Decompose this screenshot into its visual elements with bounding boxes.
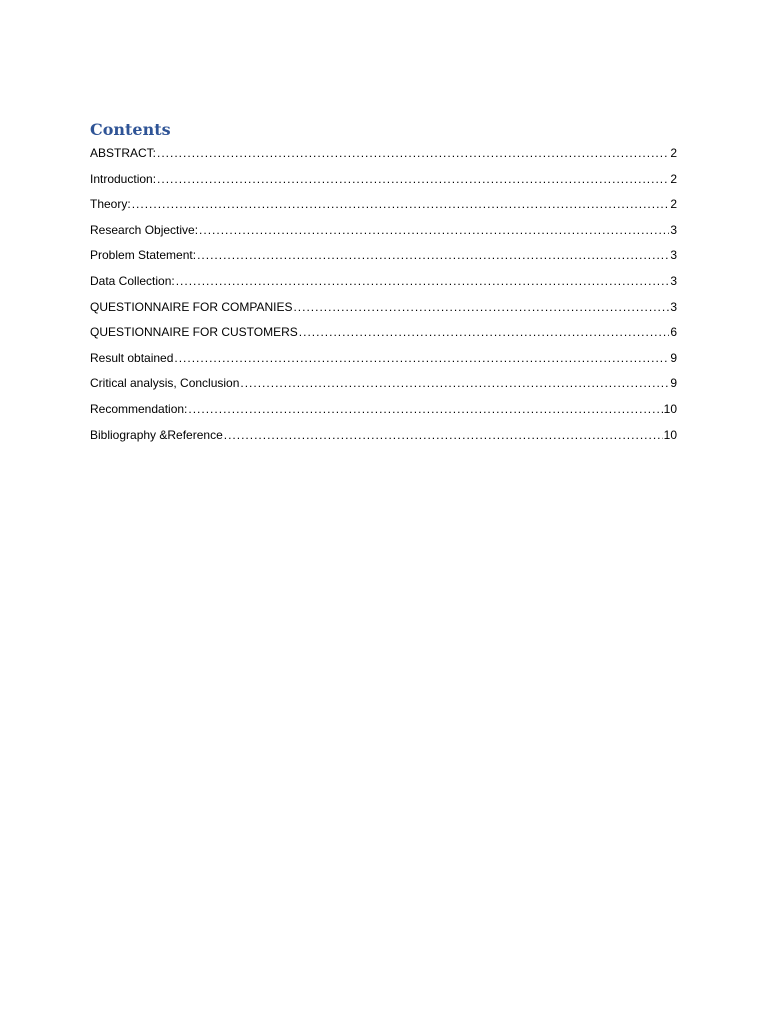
toc-dot-leader	[174, 351, 669, 365]
toc-entry-page-number: 3	[670, 299, 677, 314]
toc-dot-leader	[188, 402, 662, 416]
toc-dot-leader	[157, 146, 669, 160]
toc-entry-label: Theory:	[90, 197, 131, 212]
toc-list	[90, 146, 677, 453]
toc-dot-leader	[199, 223, 669, 237]
toc-entry-bibliography[interactable]	[90, 428, 677, 454]
toc-entry-page-number: 2	[670, 197, 677, 212]
toc-entry-page-number: 3	[670, 222, 677, 237]
toc-entry-research-objective[interactable]	[90, 223, 677, 249]
toc-entry-result-obtained[interactable]	[90, 351, 677, 377]
toc-entry-page-number: 9	[670, 376, 677, 391]
toc-dot-leader	[176, 274, 670, 288]
toc-entry-label: QUESTIONNAIRE FOR COMPANIES	[90, 299, 293, 314]
toc-entry-label: Critical analysis, Conclusion	[90, 376, 240, 391]
toc-entry-page-number: 2	[670, 146, 677, 160]
toc-entry-theory[interactable]	[90, 197, 677, 223]
toc-entry-label: ABSTRACT:	[90, 146, 157, 160]
toc-entry-label: Data Collection:	[90, 273, 175, 288]
toc-dot-leader	[224, 428, 663, 442]
table-of-contents	[90, 120, 677, 453]
toc-dot-leader	[157, 172, 669, 186]
toc-entry-recommendation[interactable]	[90, 402, 677, 428]
toc-entry-label: Recommendation:	[90, 401, 188, 416]
toc-entry-label: Research Objective:	[90, 222, 199, 237]
toc-entry-abstract[interactable]	[90, 146, 677, 172]
toc-entry-page-number: 9	[670, 350, 677, 365]
toc-entry-problem-statement[interactable]	[90, 248, 677, 274]
toc-entry-page-number: 3	[670, 248, 677, 263]
toc-entry-critical-analysis[interactable]	[90, 376, 677, 402]
toc-entry-label: Result obtained	[90, 350, 174, 365]
toc-entry-questionnaire-companies[interactable]	[90, 300, 677, 326]
toc-entry-introduction[interactable]	[90, 172, 677, 198]
toc-dot-leader	[299, 325, 670, 339]
toc-entry-page-number: 10	[663, 401, 677, 416]
toc-heading: Contents	[90, 120, 171, 139]
toc-entry-label: Problem Statement:	[90, 248, 197, 263]
toc-entry-label: QUESTIONNAIRE FOR CUSTOMERS	[90, 325, 298, 340]
toc-dot-leader	[132, 197, 670, 211]
toc-entry-label: Bibliography &Reference	[90, 427, 223, 442]
toc-entry-label: Introduction:	[90, 171, 157, 186]
toc-entry-page-number: 2	[670, 171, 677, 186]
toc-entry-page-number: 3	[670, 273, 677, 288]
toc-dot-leader	[197, 248, 669, 262]
toc-entry-data-collection[interactable]	[90, 274, 677, 300]
toc-entry-page-number: 10	[663, 427, 677, 442]
toc-entry-page-number: 6	[670, 325, 677, 340]
toc-dot-leader	[293, 300, 669, 314]
toc-entry-questionnaire-customers[interactable]	[90, 325, 677, 351]
toc-dot-leader	[240, 376, 669, 390]
